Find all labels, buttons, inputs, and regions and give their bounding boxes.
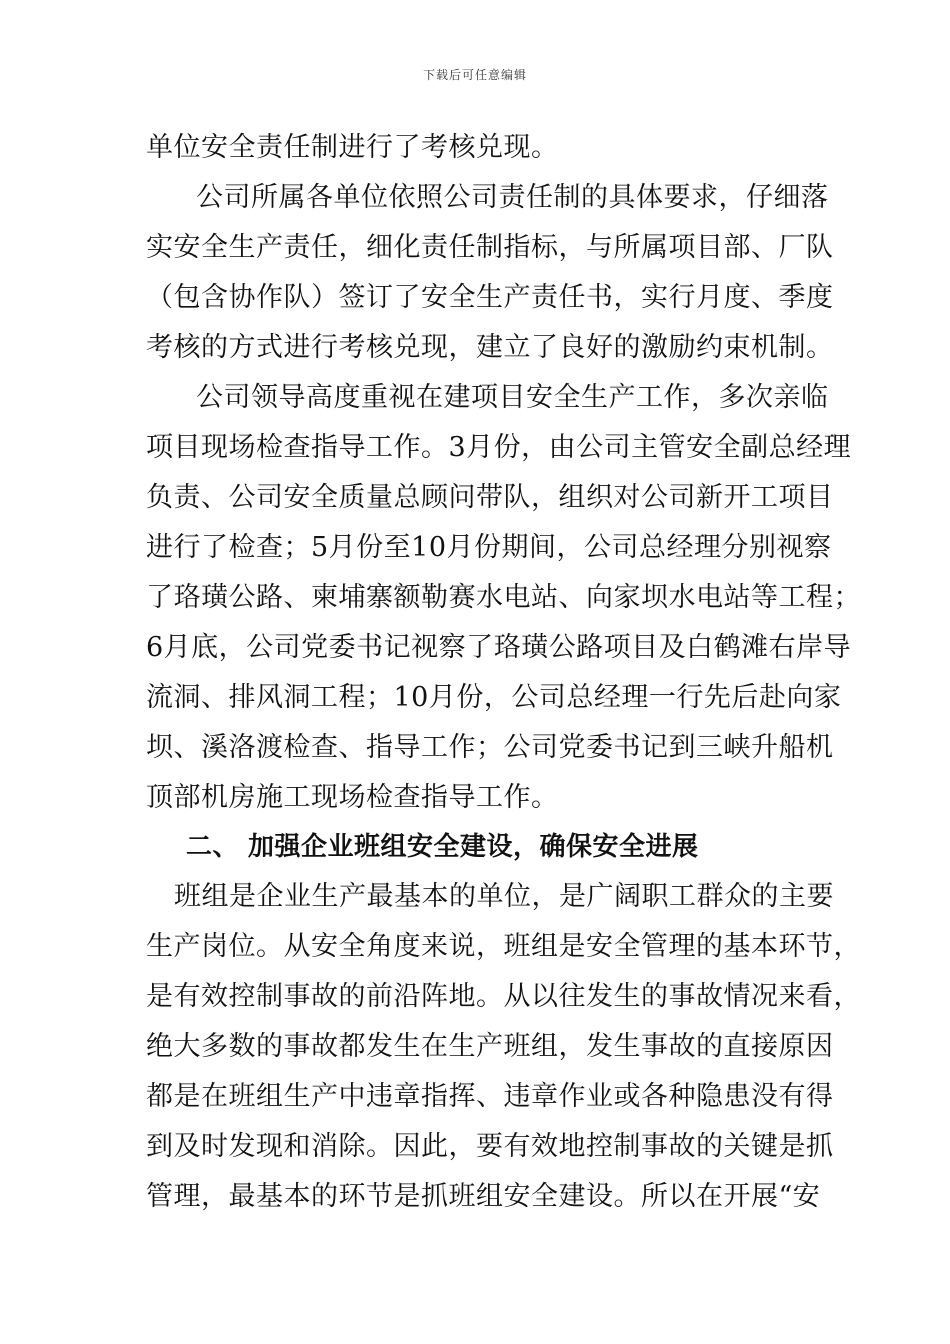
body-line: 是有效控制事故的前沿阵地。从以往发生的事故情况来看， [146, 981, 861, 1012]
body-line: 公司领导高度重视在建项目安全生产工作，多次亲临 [196, 382, 829, 413]
body-line: 班组是企业生产最基本的单位，是广阔职工群众的主要 [174, 881, 834, 912]
body-line: 考核的方式进行考核兑现，建立了良好的激励约束机制。 [146, 332, 834, 363]
body-line: 进行了检查；5月份至10月份期间，公司总经理分别视察 [146, 532, 832, 563]
body-line: （包含协作队）签订了安全生产责任书，实行月度、季度 [146, 282, 834, 313]
body-line: 顶部机房施工现场检查指导工作。 [146, 782, 559, 813]
section-title: 加强企业班组安全建设，确保安全进展 [248, 832, 699, 862]
body-line: 管理，最基本的环节是抓班组安全建设。所以在开展“安 [146, 1181, 821, 1212]
body-line: 公司所属各单位依照公司责任制的具体要求，仔细落 [196, 182, 829, 213]
body-line: 实安全生产责任，细化责任制指标，与所属项目部、厂队 [146, 232, 834, 263]
body-line: 绝大多数的事故都发生在生产班组，发生事故的直接原因 [146, 1031, 834, 1062]
section-heading [186, 830, 699, 864]
body-line: 单位安全责任制进行了考核兑现。 [146, 132, 559, 163]
body-line: 了珞璜公路、柬埔寨额勒赛水电站、向家坝水电站等工程； [146, 582, 861, 613]
body-line: 项目现场检查指导工作。3月份，由公司主管安全副总经理 [146, 432, 852, 463]
body-line: 6月底，公司党委书记视察了珞璜公路项目及白鹤滩右岸导 [146, 632, 852, 663]
body-line: 坝、溪洛渡检查、指导工作；公司党委书记到三峡升船机 [146, 732, 834, 763]
body-line: 都是在班组生产中违章指挥、违章作业或各种隐患没有得 [146, 1081, 834, 1112]
body-line: 负责、公司安全质量总顾问带队，组织对公司新开工项目 [146, 482, 834, 513]
page-header: 下载后可任意编辑 [422, 68, 527, 82]
section-number: 二、 [186, 832, 240, 862]
body-line: 生产岗位。从安全角度来说，班组是安全管理的基本环节， [146, 931, 861, 962]
body-line: 到及时发现和消除。因此，要有效地控制事故的关键是抓 [146, 1131, 834, 1162]
body-line: 流洞、排风洞工程；10月份，公司总经理一行先后赴向家 [146, 682, 842, 713]
